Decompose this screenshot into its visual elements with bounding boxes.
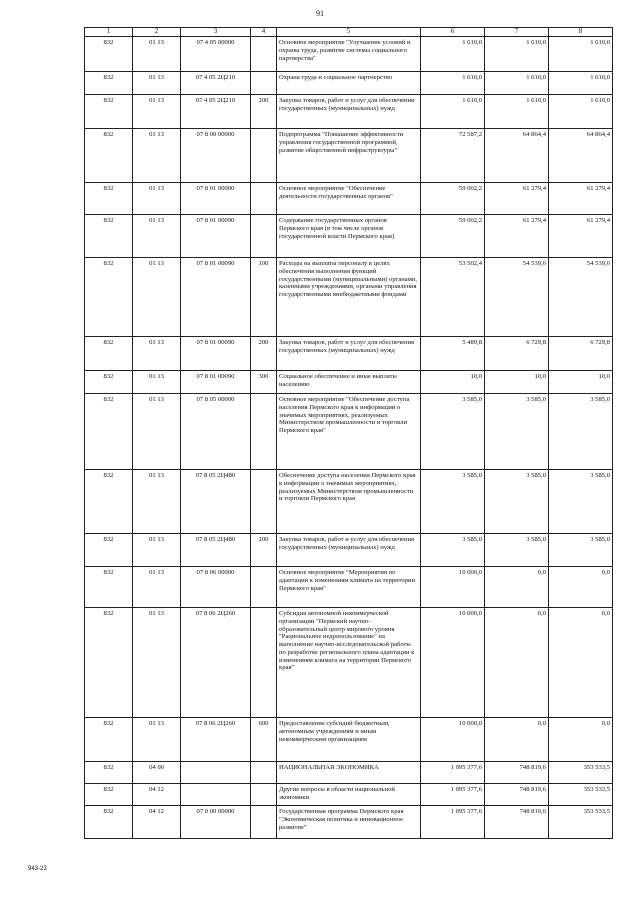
column-number: 5 (277, 28, 421, 37)
target-article-code: 07 8 01 00090 (181, 258, 251, 337)
section-code: 04 00 (133, 762, 181, 784)
amount-col-7: 0,0 (485, 567, 549, 608)
target-article-code: 07 8 01 00000 (181, 183, 251, 215)
expense-type-code (251, 470, 277, 534)
expense-type-code (251, 129, 277, 183)
section-code: 01 13 (133, 95, 181, 129)
amount-col-8: 64 864,4 (549, 129, 613, 183)
page-number: 91 (316, 9, 324, 18)
section-code: 01 13 (133, 608, 181, 718)
amount-col-7: 3 585,0 (485, 534, 549, 567)
table-row (85, 337, 613, 371)
target-article-code: 07 0 00 00000 (181, 806, 251, 839)
table-row (85, 608, 613, 718)
column-number: 3 (181, 28, 251, 37)
expense-type-code (251, 37, 277, 72)
amount-col-7: 61 279,4 (485, 183, 549, 215)
ministry-code: 832 (85, 806, 133, 839)
table-row (85, 215, 613, 258)
table-row (85, 129, 613, 183)
ministry-code: 832 (85, 762, 133, 784)
target-article-code: 07 8 06 2Ц260 (181, 608, 251, 718)
target-article-code: 07 8 01 00090 (181, 215, 251, 258)
item-name: Предоставление субсидий бюджетным, автономным учреждениям и иным некоммерческим организациям (277, 718, 421, 762)
ministry-code: 832 (85, 337, 133, 371)
amount-col-7: 61 279,4 (485, 215, 549, 258)
amount-col-7: 54 539,6 (485, 258, 549, 337)
expense-type-code (251, 567, 277, 608)
column-number: 8 (549, 28, 613, 37)
amount-col-6: 1 610,0 (421, 95, 485, 129)
table-row (85, 534, 613, 567)
amount-col-6: 10 000,0 (421, 567, 485, 608)
target-article-code: 07 8 05 2Ц480 (181, 534, 251, 567)
amount-col-7: 3 585,0 (485, 394, 549, 470)
item-name: Подпрограмма "Повышение эффективности управления государственной программой, развитие общественной инфраструктуры" (277, 129, 421, 183)
ministry-code: 832 (85, 567, 133, 608)
amount-col-6: 59 002,2 (421, 183, 485, 215)
ministry-code: 832 (85, 394, 133, 470)
expense-type-code (251, 784, 277, 806)
amount-col-8: 1 610,0 (549, 72, 613, 95)
ministry-code: 832 (85, 784, 133, 806)
target-article-code: 07 8 06 2Ц260 (181, 718, 251, 762)
table-row (85, 258, 613, 337)
section-code: 01 13 (133, 37, 181, 72)
section-code: 01 13 (133, 183, 181, 215)
amount-col-8: 3 585,0 (549, 470, 613, 534)
table-row (85, 784, 613, 806)
target-article-code (181, 762, 251, 784)
expense-type-code: 200 (251, 534, 277, 567)
ministry-code: 832 (85, 608, 133, 718)
target-article-code: 07 8 05 00000 (181, 394, 251, 470)
table-row (85, 806, 613, 839)
amount-col-6: 59 002,2 (421, 215, 485, 258)
item-name: Другие вопросы в области национальной экономики (277, 784, 421, 806)
ministry-code: 832 (85, 37, 133, 72)
column-number: 6 (421, 28, 485, 37)
amount-col-8: 1 610,0 (549, 95, 613, 129)
section-code: 01 13 (133, 72, 181, 95)
amount-col-6: 10,0 (421, 371, 485, 394)
amount-col-8: 0,0 (549, 608, 613, 718)
section-code: 01 13 (133, 258, 181, 337)
item-name: Закупка товаров, работ и услуг для обеспечения государственных (муниципальных) нужд (277, 534, 421, 567)
ministry-code: 832 (85, 534, 133, 567)
table-row (85, 718, 613, 762)
ministry-code: 832 (85, 371, 133, 394)
column-number: 1 (85, 28, 133, 37)
amount-col-6: 1 095 377,6 (421, 806, 485, 839)
section-code: 01 13 (133, 534, 181, 567)
table-row (85, 95, 613, 129)
item-name: Закупка товаров, работ и услуг для обеспечения государственных (муниципальных) нужд (277, 337, 421, 371)
section-code: 01 13 (133, 129, 181, 183)
table-row (85, 762, 613, 784)
amount-col-7: 3 585,0 (485, 470, 549, 534)
target-article-code: 07 8 01 00090 (181, 337, 251, 371)
item-name: Основное мероприятие "Улучшение условий и охраны труда, развитие системы социального партнерства" (277, 37, 421, 72)
amount-col-7: 748 819,6 (485, 784, 549, 806)
amount-col-7: 1 610,0 (485, 95, 549, 129)
budget-table (84, 27, 613, 839)
expense-type-code (251, 394, 277, 470)
section-code: 04 12 (133, 806, 181, 839)
amount-col-6: 1 610,0 (421, 72, 485, 95)
expense-type-code (251, 72, 277, 95)
table-row (85, 470, 613, 534)
section-code: 01 13 (133, 371, 181, 394)
footer-document-code: 943-23 (28, 866, 47, 872)
amount-col-8: 353 533,5 (549, 762, 613, 784)
item-name: Содержание государственных органов Пермского края (в том числе органов государственной власти Пермского края) (277, 215, 421, 258)
ministry-code: 832 (85, 215, 133, 258)
target-article-code (181, 784, 251, 806)
item-name: Основное мероприятие "Обеспечение доступа населения Пермского края к информации о значимых мероприятиях, реализуемых Министерством промышленности и торговли Пермского края" (277, 394, 421, 470)
expense-type-code (251, 608, 277, 718)
table-row (85, 371, 613, 394)
column-number: 4 (251, 28, 277, 37)
amount-col-7: 0,0 (485, 608, 549, 718)
section-code: 01 13 (133, 718, 181, 762)
item-name: Расходы на выплаты персоналу в целях обеспечения выполнения функций государственными (муниципальными) органами, казенными учреждениями, органами управления государственными внебюджетными фондами (277, 258, 421, 337)
amount-col-6: 72 587,2 (421, 129, 485, 183)
expense-type-code: 200 (251, 337, 277, 371)
column-number: 7 (485, 28, 549, 37)
expense-type-code (251, 183, 277, 215)
table-row (85, 72, 613, 95)
item-name: Основное мероприятие "Мероприятия по адаптации к изменениям климата на территории Пермского края" (277, 567, 421, 608)
item-name: НАЦИОНАЛЬНАЯ ЭКОНОМИКА (277, 762, 421, 784)
amount-col-7: 748 819,6 (485, 762, 549, 784)
amount-col-8: 10,0 (549, 371, 613, 394)
expense-type-code: 200 (251, 95, 277, 129)
section-code: 01 13 (133, 567, 181, 608)
expense-type-code (251, 762, 277, 784)
amount-col-8: 6 729,8 (549, 337, 613, 371)
amount-col-8: 353 533,5 (549, 784, 613, 806)
ministry-code: 832 (85, 72, 133, 95)
target-article-code: 07 8 06 00000 (181, 567, 251, 608)
item-name: Охрана труда и социальное партнерство (277, 72, 421, 95)
target-article-code: 07 8 00 00000 (181, 129, 251, 183)
section-code: 01 13 (133, 215, 181, 258)
item-name: Обеспечение доступа населения Пермского края к информации о значимых мероприятиях, реализуемых Министерством промышленности и торговли Пермского края (277, 470, 421, 534)
item-name: Социальное обеспечение и иные выплаты населению (277, 371, 421, 394)
expense-type-code: 100 (251, 258, 277, 337)
expense-type-code: 600 (251, 718, 277, 762)
amount-col-8: 0,0 (549, 567, 613, 608)
table-row (85, 567, 613, 608)
amount-col-7: 6 729,8 (485, 337, 549, 371)
table-row (85, 183, 613, 215)
column-number-row (85, 28, 613, 37)
amount-col-8: 61 279,4 (549, 215, 613, 258)
amount-col-8: 0,0 (549, 718, 613, 762)
amount-col-8: 61 279,4 (549, 183, 613, 215)
amount-col-6: 53 502,4 (421, 258, 485, 337)
amount-col-6: 3 585,0 (421, 534, 485, 567)
amount-col-8: 3 585,0 (549, 534, 613, 567)
amount-col-7: 0,0 (485, 718, 549, 762)
table-row (85, 37, 613, 72)
ministry-code: 832 (85, 95, 133, 129)
amount-col-6: 3 585,0 (421, 470, 485, 534)
target-article-code: 07 4 05 00000 (181, 37, 251, 72)
item-name: Государственная программа Пермского края "Экономическая политика и инновационное развитие" (277, 806, 421, 839)
target-article-code: 07 8 05 2Ц480 (181, 470, 251, 534)
section-code: 01 13 (133, 337, 181, 371)
column-number: 2 (133, 28, 181, 37)
amount-col-8: 1 610,0 (549, 37, 613, 72)
target-article-code: 07 4 05 2Ц210 (181, 95, 251, 129)
ministry-code: 832 (85, 183, 133, 215)
section-code: 04 12 (133, 784, 181, 806)
target-article-code: 07 4 05 2Ц210 (181, 72, 251, 95)
ministry-code: 832 (85, 258, 133, 337)
amount-col-6: 1 610,0 (421, 37, 485, 72)
amount-col-7: 64 864,4 (485, 129, 549, 183)
amount-col-6: 10 000,0 (421, 718, 485, 762)
amount-col-6: 10 000,0 (421, 608, 485, 718)
amount-col-8: 353 533,5 (549, 806, 613, 839)
amount-col-7: 1 610,0 (485, 37, 549, 72)
amount-col-8: 54 539,6 (549, 258, 613, 337)
expense-type-code: 300 (251, 371, 277, 394)
item-name: Закупка товаров, работ и услуг для обеспечения государственных (муниципальных) нужд (277, 95, 421, 129)
item-name: Основное мероприятие "Обеспечение деятельности государственных органов" (277, 183, 421, 215)
expense-type-code (251, 806, 277, 839)
amount-col-6: 3 585,0 (421, 394, 485, 470)
amount-col-6: 1 095 377,6 (421, 762, 485, 784)
item-name: Субсидия автономной некоммерческой организации "Пермский научно-образовательный центр мирового уровня "Рациональное недропользование" на выполнение научно-исследовательской работы по разработке регионального плана адаптации к изменениям климата на территории Пермского края" (277, 608, 421, 718)
expense-type-code (251, 215, 277, 258)
ministry-code: 832 (85, 129, 133, 183)
table-row (85, 394, 613, 470)
amount-col-8: 3 585,0 (549, 394, 613, 470)
amount-col-7: 748 819,6 (485, 806, 549, 839)
target-article-code: 07 8 01 00090 (181, 371, 251, 394)
amount-col-6: 1 095 377,6 (421, 784, 485, 806)
section-code: 01 13 (133, 394, 181, 470)
section-code: 01 13 (133, 470, 181, 534)
ministry-code: 832 (85, 718, 133, 762)
amount-col-6: 5 489,8 (421, 337, 485, 371)
amount-col-7: 1 610,0 (485, 72, 549, 95)
ministry-code: 832 (85, 470, 133, 534)
amount-col-7: 10,0 (485, 371, 549, 394)
